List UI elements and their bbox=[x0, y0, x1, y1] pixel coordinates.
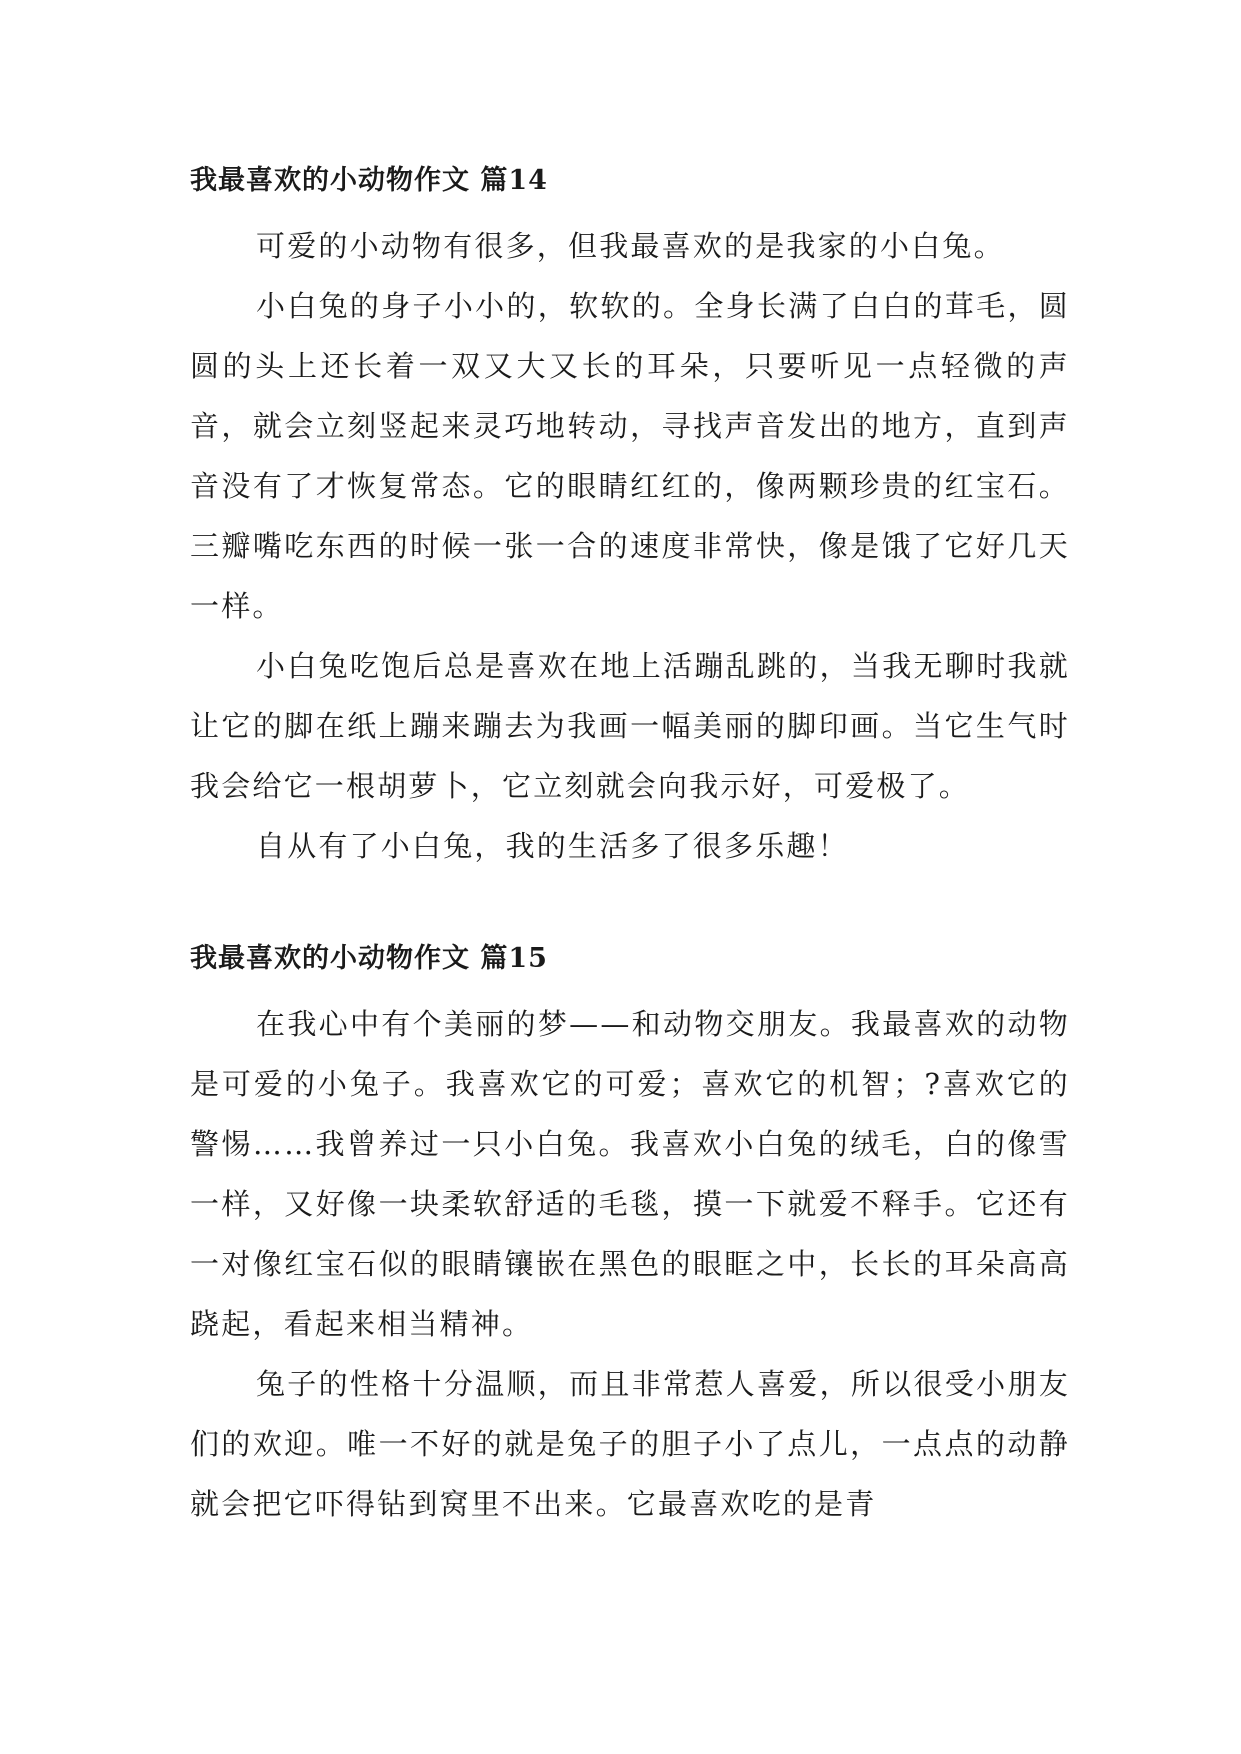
paragraph: 兔子的性格十分温顺，而且非常惹人喜爱，所以很受小朋友们的欢迎。唯一不好的就是兔子的胆子小了点儿，一点点的动静就会把它吓得钻到窝里不出来。它最喜欢吃的是青 bbox=[190, 1367, 1070, 1521]
section-heading: 我最喜欢的小动物作文 篇14 bbox=[190, 165, 548, 196]
document-body bbox=[190, 158, 1070, 1534]
essay-section-15 bbox=[190, 936, 1070, 1534]
section-heading: 我最喜欢的小动物作文 篇15 bbox=[190, 943, 548, 974]
essay-section-14 bbox=[190, 158, 1070, 876]
paragraph: 在我心中有个美丽的梦——和动物交朋友。我最喜欢的动物是可爱的小兔子。我喜欢它的可爱；喜欢它的机智；?喜欢它的警惕……我曾养过一只小白兔。我喜欢小白兔的绒毛，白的像雪一样，又好像一块柔软舒适的毛毯，摸一下就爱不释手。它还有一对像红宝石似的眼睛镶嵌在黑色的眼眶之中，长长的耳朵高高跷起，看起来相当精神。 bbox=[190, 1007, 1070, 1341]
paragraph: 自从有了小白兔，我的生活多了很多乐趣！ bbox=[256, 829, 849, 863]
paragraph: 小白兔吃饱后总是喜欢在地上活蹦乱跳的，当我无聊时我就让它的脚在纸上蹦来蹦去为我画一幅美丽的脚印画。当它生气时我会给它一根胡萝卜，它立刻就会向我示好，可爱极了。 bbox=[190, 649, 1070, 803]
paragraph: 小白兔的身子小小的，软软的。全身长满了白白的茸毛，圆圆的头上还长着一双又大又长的耳朵，只要听见一点轻微的声音，就会立刻竖起来灵巧地转动，寻找声音发出的地方，直到声音没有了才恢复常态。它的眼睛红红的，像两颗珍贵的红宝石。三瓣嘴吃东西的时候一张一合的速度非常快，像是饿了它好几天一样。 bbox=[190, 289, 1070, 623]
paragraph: 可爱的小动物有很多，但我最喜欢的是我家的小白兔。 bbox=[256, 229, 1005, 263]
